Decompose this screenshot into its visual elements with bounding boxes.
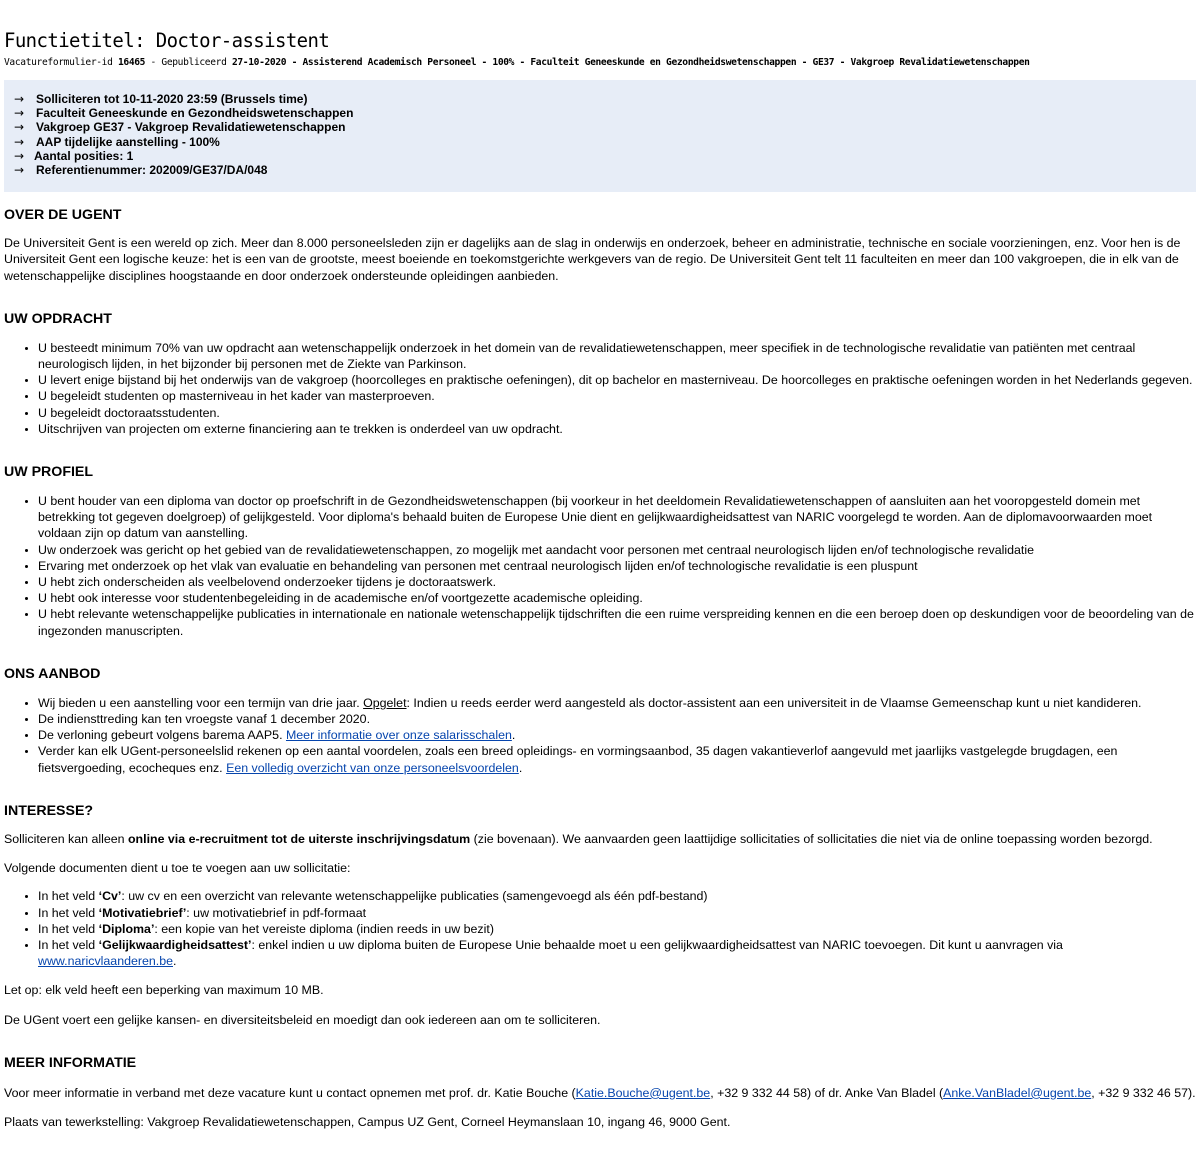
naric-link[interactable]: www.naricvlaanderen.be <box>38 954 173 969</box>
arrow-right-icon: → <box>14 163 25 178</box>
summary-item <box>14 149 1186 163</box>
salary-scales-link[interactable]: Meer informatie over onze salarisschalen <box>285 728 512 743</box>
list-item: • U bent houder van een diploma van doctor op proefschrift in de Gezondheidswetenschappen (bij voorkeur in het deeldomein Revalidatiewetenschappen of aansluiten aan het vooropgesteld domein met betrekking tot gegeven doelgroep) of gelijkgesteld. Voor diploma's behaald buiten de Europese Unie dient en gelijkwaardigheidsattest van NARIC voorgelegd te worden. Aan de diplomavoorwaarden moet voldaan zijn op datum van aanstelling. <box>38 493 1196 542</box>
section-heading-over: OVER DE UGENT <box>4 207 122 224</box>
meta-id-value: 16465 <box>117 57 146 68</box>
list-item <box>38 695 1196 711</box>
list-item: • U besteedt minimum 70% van uw opdracht aan wetenschappelijk onderzoek in het domein van de revalidatiewetenschappen, meer specifiek in de technologische revalidatie van patiënten met centraal neurologisch lijden, in het bijzonder bij personen met de Ziekte van Parkinson. <box>38 340 1196 372</box>
list-item <box>38 937 1196 969</box>
section-heading-meer: MEER INFORMATIE <box>4 1054 137 1071</box>
section-heading-interesse: INTERESSE? <box>4 802 94 819</box>
staff-benefits-link[interactable]: Een volledig overzicht van onze personeelsvoordelen <box>226 760 519 775</box>
list-item <box>38 727 1196 743</box>
summary-deadline: Solliciteren tot 10-11-2020 23:59 (Brussels time) <box>36 92 308 106</box>
page-title: Functietitel: Doctor-assistent <box>4 29 330 53</box>
documents-list <box>4 888 1196 969</box>
list-item: • U hebt ook interesse voor studentenbegeleiding in de academische en/of voortgezette academische opleiding. <box>38 590 1196 606</box>
list-item: • U hebt zich onderscheiden als veelbelovend onderzoeker tijdens je doctoraatswerk. <box>38 574 1196 590</box>
aanbod-item4-text: Verder kan elk UGent-personeelslid rekenen op een aantal voordelen, zoals een breed opleidings- en vormingsaanbod, 35 dagen vakantieverlof aangevuld met jaarlijks vastgelegde brugdagen, een fietsvergoeding, ecocheques enz. <box>38 744 1118 775</box>
diversity-note: De UGent voert een gelijke kansen- en diversiteitsbeleid en moedigt dan ook iedereen aan om te solliciteren. <box>4 1012 601 1027</box>
summary-contract: AAP tijdelijke aanstelling - 100% <box>36 134 220 149</box>
list-item: • De indiensttreding kan ten vroegste vanaf 1 december 2020. <box>38 711 1196 727</box>
list-item: • U levert enige bijstand bij het onderwijs van de vakgroep (hoorcolleges en praktische oefeningen), dit op bachelor en masterniveau. De hoorcolleges en praktische oefeningen worden in het Nederlands gegeven. <box>38 372 1196 388</box>
summary-department: Vakgroep GE37 - Vakgroep Revalidatiewetenschappen <box>36 120 346 135</box>
summary-reference: Referentienummer: 202009/GE37/DA/048 <box>36 163 268 178</box>
list-item: • U begeleidt studenten op masterniveau in het kader van masterproeven. <box>38 388 1196 404</box>
aanbod-item3-text: De verloning gebeurt volgens barema AAP5. <box>38 728 286 743</box>
interesse-p1-end: (zie bovenaan). We aanvaarden geen laattijdige sollicitaties of sollicitaties die niet via de online toepassing worden bezorgd. <box>470 831 1153 846</box>
section-heading-aanbod: ONS AANBOD <box>4 665 101 682</box>
aanbod-item3-end: . <box>511 728 516 743</box>
file-size-note: Let op: elk veld heeft een beperking van maximum 10 MB. <box>4 983 324 998</box>
doc-equivalence-label: ‘Gelijkwaardigheidsattest’ <box>98 937 252 952</box>
section-heading-profiel: UW PROFIEL <box>4 464 94 481</box>
list-item: • U hebt relevante wetenschappelijke publicaties in internationale en nationale wetenschappelijk tijdschriften die een ruime verspreiding kennen en die een beroep doen op deskundigen voor de beoordeling van de ingezonden manuscripten. <box>38 606 1196 638</box>
list-item: • Uitschrijven van projecten om externe financiering aan te trekken is onderdeel van uw opdracht. <box>38 421 1196 437</box>
list-item: • Uw onderzoek was gericht op het gebied van de revalidatiewetenschappen, zo mogelijk met aandacht voor personen met centraal neurologisch lijden en/of technologische revalidatie <box>38 542 1196 558</box>
contact-text-mid: , +32 9 332 44 58) of dr. Anke Van Bladel ( <box>710 1085 944 1100</box>
summary-item <box>14 163 1186 177</box>
email-link-bouche[interactable]: Katie.Bouche@ugent.be <box>575 1085 711 1100</box>
contact-paragraph <box>4 1085 1196 1101</box>
doc-equivalence-prefix: In het veld <box>38 937 99 952</box>
meta-published-value: 27-10-2020 - Assisterend Academisch Personeel - 100% - Faculteit Geneeskunde en Gezondheidswetenschappen - GE37 - Vakgroep Revalidatiewetenschappen <box>231 57 1030 68</box>
doc-cv-text: : uw cv en een overzicht van relevante wetenschappelijke publicaties (samengevoegd als één pdf-bestand) <box>121 889 708 904</box>
summary-item <box>14 135 1186 149</box>
doc-diploma-prefix: In het veld <box>38 921 99 936</box>
summary-faculty: Faculteit Geneeskunde en Gezondheidswetenschappen <box>36 106 354 121</box>
doc-motivation-text: : uw motivatiebrief in pdf-formaat <box>186 905 367 920</box>
doc-diploma-label: ‘Diploma’ <box>98 921 155 936</box>
section-heading-opdracht: UW OPDRACHT <box>4 310 112 327</box>
meta-id-label: Vacatureformulier-id <box>4 57 113 68</box>
summary-item <box>14 106 1186 120</box>
arrow-right-icon: → <box>14 148 25 163</box>
doc-equivalence-end: . <box>173 954 177 969</box>
doc-cv-prefix: In het veld <box>38 889 99 904</box>
aanbod-list <box>4 695 1196 776</box>
arrow-right-icon: → <box>14 120 25 135</box>
arrow-right-icon: → <box>14 134 25 149</box>
arrow-right-icon: → <box>14 106 25 121</box>
doc-equivalence-text: : enkel indien u uw diploma buiten de Europese Unie behaalde moet u een gelijkwaardigheidsattest van NARIC toevoegen. Dit kunt u aanvragen via <box>251 937 1063 952</box>
list-item <box>38 905 1196 921</box>
aanbod-item4-end: . <box>518 760 523 775</box>
documents-intro: Volgende documenten dient u toe te voegen aan uw sollicitatie: <box>4 861 351 876</box>
aanbod-item1-rest: : Indien u reeds eerder werd aangesteld als doctor-assistent aan een universiteit in de Vlaamse Gemeenschap kunt u niet kandideren. <box>406 695 1142 710</box>
arrow-right-icon: → <box>14 92 25 106</box>
list-item: • U begeleidt doctoraatsstudenten. <box>38 405 1196 421</box>
summary-item <box>14 92 1186 106</box>
list-item: • Ervaring met onderzoek op het vlak van evaluatie en behandeling van personen met centraal neurologisch lijden en/of technologische revalidatie is een pluspunt <box>38 558 1196 574</box>
over-paragraph: De Universiteit Gent is een wereld op zich. Meer dan 8.000 personeelsleden zijn er dagelijks aan de slag in onderwijs en onderzoek, beheer en administratie, technische en sociale voorzieningen, enz. Voor hen is de Universiteit Gent een logische keuze: het is een van de grootste, meest boeiende en toekomstgerichte werkgevers van de regio. De Universiteit Gent telt 11 faculteiten en meer dan 100 vakgroepen, die in elk van de wetenschappelijke disciplines hoogstaande en door onderzoek ondersteunde opleidingen aanbieden. <box>4 236 1181 283</box>
summary-item <box>14 120 1186 134</box>
list-item <box>38 921 1196 937</box>
aanbod-item1-text: Wij bieden u een aanstelling voor een termijn van drie jaar. <box>38 695 364 710</box>
list-item <box>38 743 1196 775</box>
interesse-p1-bold: online via e-recruitment tot de uiterste inschrijvingsdatum <box>127 831 471 846</box>
vacancy-meta <box>4 57 1196 69</box>
workplace-paragraph: Plaats van tewerkstelling: Vakgroep Revalidatiewetenschappen, Campus UZ Gent, Corneel Heymanslaan 10, ingang 46, 9000 Gent. <box>4 1114 731 1129</box>
doc-diploma-text: : een kopie van het vereiste diploma (indien reeds in uw bezit) <box>154 921 494 936</box>
summary-positions: Aantal posities: 1 <box>34 148 134 163</box>
interesse-paragraph <box>4 831 1196 847</box>
opdracht-list <box>4 340 1196 437</box>
contact-text-end: , +32 9 332 46 57). <box>1091 1085 1196 1100</box>
meta-published-label: - Gepubliceerd <box>150 57 227 68</box>
interesse-p1-start: Solliciteren kan alleen <box>4 831 128 846</box>
summary-box <box>4 80 1196 192</box>
email-link-vanbladel[interactable]: Anke.VanBladel@ugent.be <box>943 1085 1092 1100</box>
contact-text-start: Voor meer informatie in verband met deze vacature kunt u contact opnemen met prof. dr. Katie Bouche ( <box>4 1085 576 1100</box>
profiel-list <box>4 493 1196 639</box>
opgelet-label: Opgelet <box>363 695 407 710</box>
doc-motivation-label: ‘Motivatiebrief’ <box>98 905 187 920</box>
list-item <box>38 888 1196 904</box>
doc-motivation-prefix: In het veld <box>38 905 99 920</box>
doc-cv-label: ‘Cv’ <box>98 889 122 904</box>
